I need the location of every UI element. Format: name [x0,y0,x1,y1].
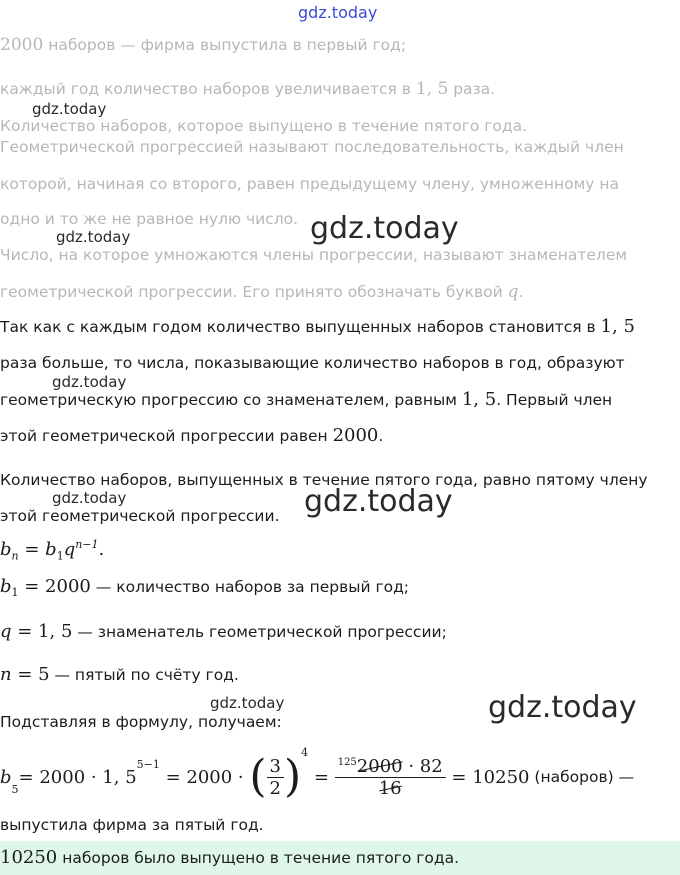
reduced-fraction: $\frac{^{125}2000 \cdot 82}{16}$ [335,756,446,799]
fraction-three-halves: $\frac{3}{2}$ [267,756,284,799]
given-n: n = 5 — пятый по счёту год. [0,664,239,685]
solution-line-4: этой геометрической прогрессии равен 2000. [0,425,384,446]
watermark: gdz.today [310,211,459,246]
solution-line-3: геометрическую прогрессию со знаменателем, равным 1, 5. Первый член [0,389,613,410]
watermark: gdz.today [52,489,127,507]
calculation: b $_5$ = 2000 · 1, 5 $^{5-1}$ = 2000 · ( $\frac{3}{2}$ ) $^4$ = $\frac{^{125}2000 \cdot 82}{16}$ = 10250 (наборов) — [0,746,635,802]
solution-line-5: Количество наборов, выпущенных в течение пятого года, равно пятому члену [0,471,648,489]
right-paren: ) [284,751,302,802]
watermark: gdz.today [488,690,637,725]
given-b1: $b_1 = 2000$ — количество наборов за первый год; [0,576,410,600]
definition-line-2: которой, начиная со второго, равен предыдущему члену, умноженному на [0,175,620,193]
answer-box [0,841,680,875]
watermark: gdz.today [56,228,131,246]
definition-line-5: геометрической прогрессии. Его принято обозначать буквой q. [0,282,524,302]
task-line-1: 2000 наборов — фирма выпустила в первый год; [0,35,407,55]
answer-text: 10250 наборов было выпущено в течение пятого года. [0,847,460,868]
task-line-3: Количество наборов, которое выпущено в течение пятого года. [0,117,528,135]
solution-line-2: раза больше, то числа, показывающие количество наборов в год, образуют [0,354,625,372]
formula-general-term: $b_n = b_1q^{n-1}$. [0,538,105,563]
given-q: q = 1, 5 — знаменатель геометрической прогрессии; [0,621,447,642]
watermark: gdz.today [210,694,285,712]
task-line-2: каждый год количество наборов увеличивается в 1, 5 раза. [0,79,496,99]
definition-line-3: одно и то же не равное нулю число. [0,210,299,228]
watermark: gdz.today [32,100,107,118]
substitution-label: Подставляя в формулу, получаем: [0,713,282,731]
solution-line-1: Так как с каждым годом количество выпущенных наборов становится в 1, 5 [0,316,635,337]
definition-line-4: Число, на которое умножаются члены прогрессии, называют знаменателем [0,246,628,264]
definition-line-1: Геометрической прогрессией называют последовательность, каждый член [0,138,624,156]
watermark: gdz.today [298,3,378,22]
left-paren: ( [249,751,267,802]
solution-line-6: этой геометрической прогрессии. [0,507,280,525]
watermark: gdz.today [304,484,453,519]
calculation-conclusion: выпустила фирма за пятый год. [0,816,264,834]
watermark: gdz.today [52,373,127,391]
